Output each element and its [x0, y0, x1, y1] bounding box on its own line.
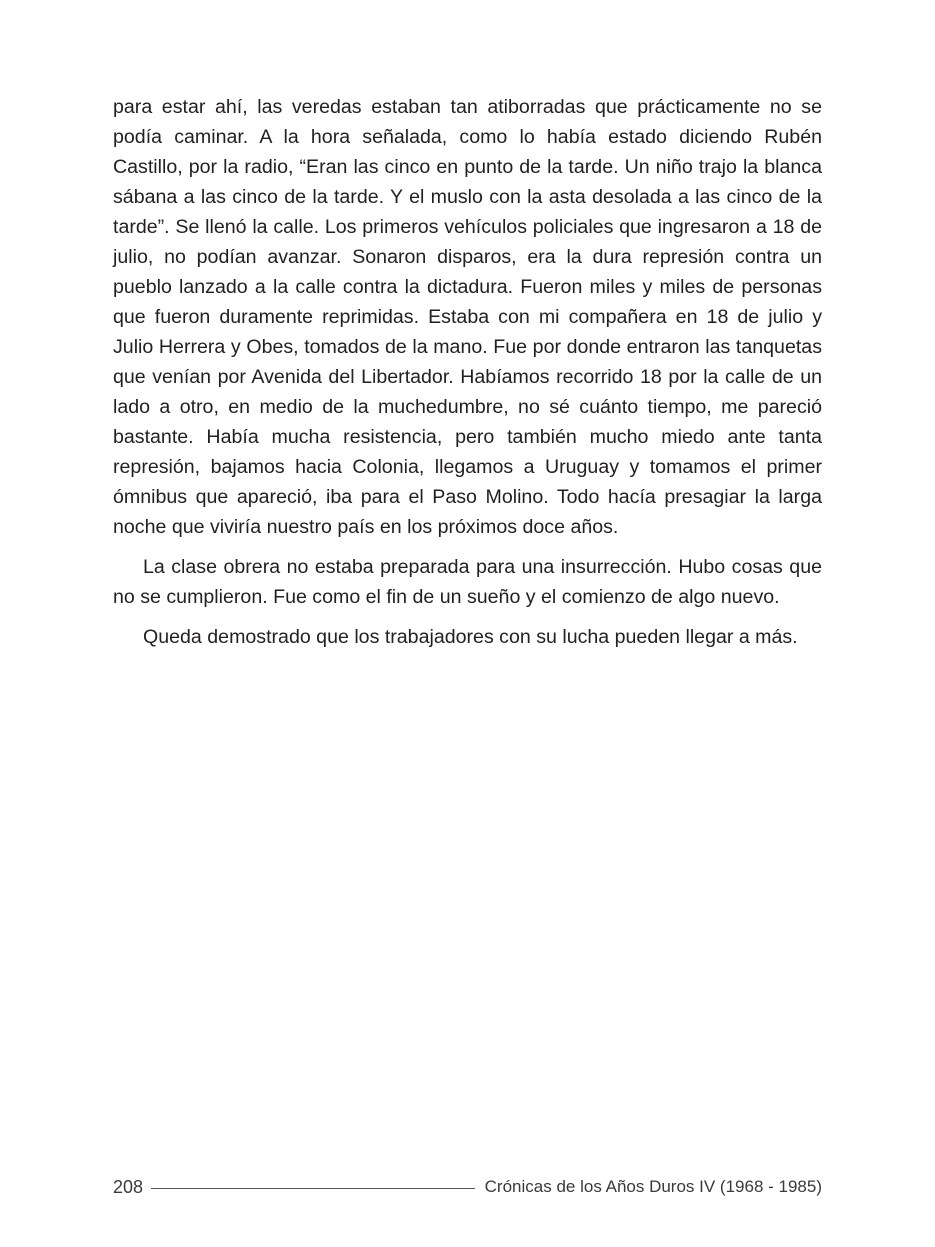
paragraph-continuation: para estar ahí, las veredas estaban tan atiborradas que prácticamente no se podía caminar. A la hora señalada, como lo había estado diciendo Rubén Castillo, por la radio, “Eran las cinco en punto de la tarde. Un niño trajo la blanca sábana a las cinco de la tarde. Y el muslo con la asta desolada a las cinco de la tarde”. Se llenó la calle. Los primeros vehículos policiales que ingresaron a 18 de julio, no podían avanzar. Sonaron disparos, era la dura represión contra un pueblo lanzado a la calle contra la dictadura. Fueron miles y miles de personas que fueron duramente reprimidas. Estaba con mi compañera en 18 de julio y Julio Herrera y Obes, tomados de la mano. Fue por donde entraron las tanquetas que venían por Avenida del Libertador. Habíamos recorrido 18 por la calle de un lado a otro, en medio de la muchedumbre, no sé cuánto tiempo, me pareció bastante. Había mucha resistencia, pero también mucho miedo ante tanta represión, bajamos hacia Colonia, llegamos a Uruguay y tomamos el primer ómnibus que apareció, iba para el Paso Molino. Todo hacía presagiar la larga noche que viviría nuestro país en los próximos doce años.: [113, 96, 822, 538]
footer-rule: [151, 1188, 475, 1189]
running-title: Crónicas de los Años Duros IV (1968 - 1985): [484, 1177, 822, 1196]
page-number: 208: [113, 1176, 144, 1197]
paragraph: La clase obrera no estaba preparada para una insurrección. Hubo cosas que no se cumplieron. Fue como el fin de un sueño y el comienzo de algo nuevo.: [113, 556, 822, 608]
page-footer: [113, 1174, 822, 1200]
body-text: [113, 92, 822, 662]
paragraph: Queda demostrado que los trabajadores con su lucha pueden llegar a más.: [143, 626, 798, 648]
